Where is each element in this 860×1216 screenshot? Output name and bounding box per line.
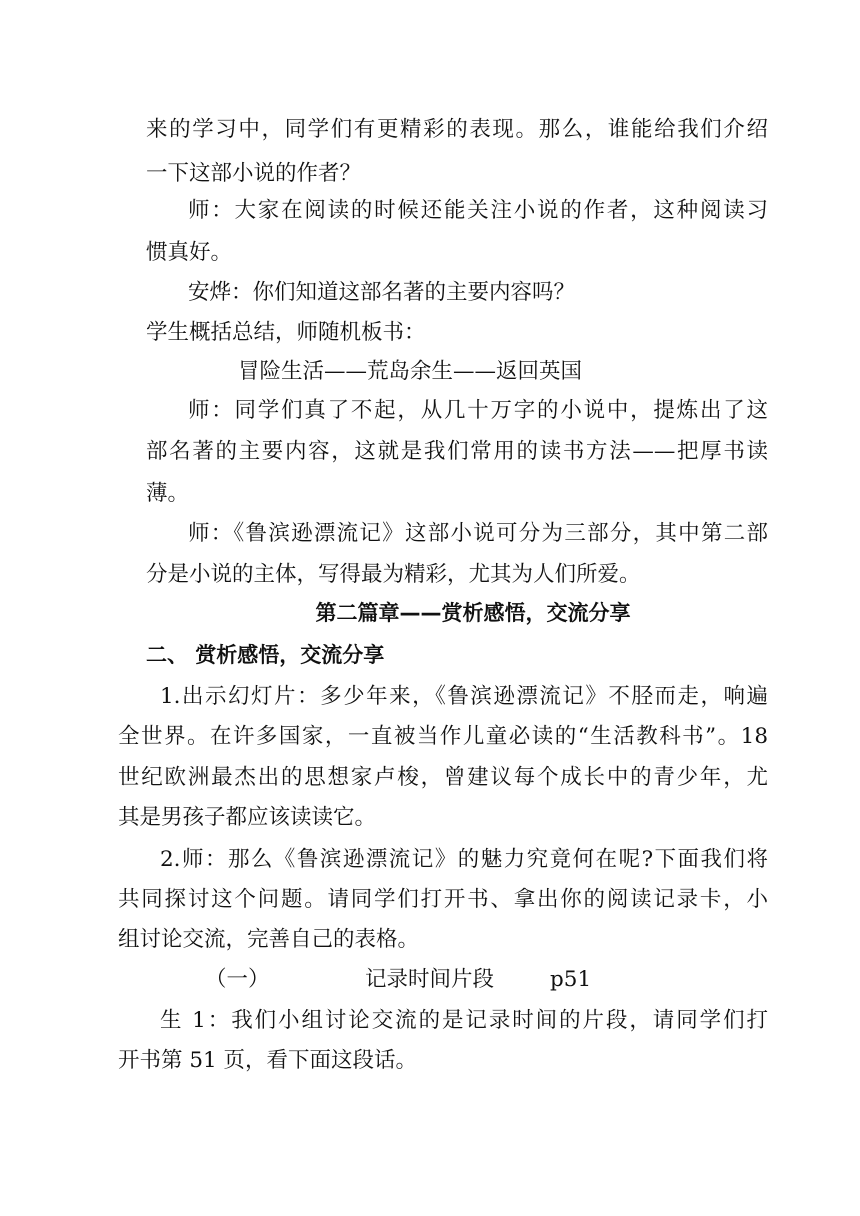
paragraph-line: 生 1：我们小组讨论交流的是记录时间的片段，请同学们打 <box>160 1008 768 1033</box>
paragraph-line: 薄。 <box>146 481 190 506</box>
record-page: p51 <box>550 967 592 992</box>
paragraph-line: 惯真好。 <box>146 240 233 265</box>
paragraph-line: 安烨：你们知道这部名著的主要内容吗？ <box>188 280 576 305</box>
paragraph-line: 分是小说的主体，写得最为精彩，尤其为人们所爱。 <box>146 562 641 587</box>
section-heading: 二、 赏析感悟，交流分享 <box>146 643 385 667</box>
paragraph-line: 师：同学们真了不起，从几十万字的小说中，提炼出了这 <box>188 398 768 423</box>
paragraph-line: 共同探讨这个问题。请同学们打开书、拿出你的阅读记录卡，小 <box>118 887 768 912</box>
record-title: 记录时间片段 <box>365 967 495 992</box>
paragraph-line: 部名著的主要内容，这就是我们常用的读书方法——把厚书读 <box>146 439 768 464</box>
paragraph-line: 师：大家在阅读的时候还能关注小说的作者，这种阅读习 <box>188 198 768 223</box>
paragraph-line: 一下这部小说的作者？ <box>146 161 362 186</box>
paragraph-line: 1.出示幻灯片：多少年来，《鲁滨逊漂流记》不胫而走，响遍 <box>160 684 768 709</box>
paragraph-line: 组讨论交流，完善自己的表格。 <box>118 927 420 952</box>
blackboard-outline: 冒险生活——荒岛余生——返回英国 <box>238 359 583 384</box>
paragraph-line: 全世界。在许多国家，一直被当作儿童必读的“生活教科书”。18 <box>118 724 768 749</box>
paragraph-line: 世纪欧洲最杰出的思想家卢梭，曾建议每个成长中的青少年，尤 <box>118 765 768 790</box>
paragraph-line: 学生概括总结，师随机板书： <box>146 320 426 345</box>
paragraph-line: 开书第 51 页，看下面这段话。 <box>118 1048 418 1073</box>
paragraph-line: 其是男孩子都应该读读它。 <box>118 805 377 830</box>
record-number: （一） <box>205 967 270 992</box>
paragraph-line: 2.师：那么《鲁滨逊漂流记》的魅力究竟何在呢?下面我们将 <box>160 847 768 872</box>
paragraph-line: 师：《鲁滨逊漂流记》这部小说可分为三部分，其中第二部 <box>188 521 768 546</box>
paragraph-line: 来的学习中，同学们有更精彩的表现。那么，谁能给我们介绍 <box>146 117 768 142</box>
chapter-heading: 第二篇章——赏析感悟，交流分享 <box>315 601 631 625</box>
